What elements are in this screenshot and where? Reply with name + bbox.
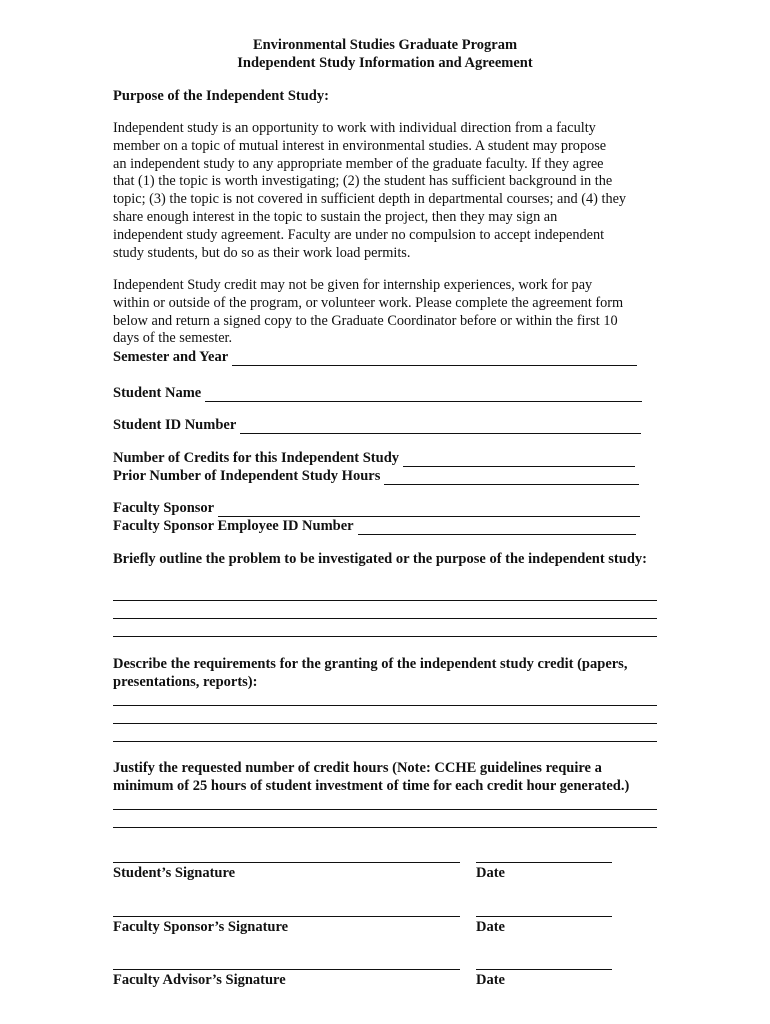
paragraph-line: member on a topic of mutual interest in environmental studies. A student may propose [113,137,607,154]
paragraph-line: within or outside of the program, or volunteer work. Please complete the agreement form [113,294,624,311]
justify-question: Justify the requested number of credit hours (Note: CCHE guidelines require a minimum of 25 hours of student investment of time for each credit hour generated.) [113,760,630,794]
student-signature-line[interactable] [113,862,460,863]
requirements-answer-line[interactable] [113,723,657,724]
outline-answer-line[interactable] [113,618,657,619]
faculty-sponsor-id-label: Faculty Sponsor Employee ID Number [113,518,354,534]
student-date-line[interactable] [476,862,612,863]
justify-answer-line[interactable] [113,809,657,810]
faculty-sponsor-label: Faculty Sponsor [113,500,215,516]
student-date-label: Date [476,865,505,881]
student-id-input-line[interactable] [240,419,641,434]
paragraph-line: that (1) the topic is worth investigating; (2) the student has sufficient background in the [113,173,613,190]
paragraph-line: an independent study to any appropriate member of the graduate faculty. If they agree [113,155,604,172]
purpose-paragraph-2 [113,277,658,348]
requirements-answer-line[interactable] [113,741,657,742]
justify-answer-line[interactable] [113,827,657,828]
paragraph-line: Independent study is an opportunity to work with individual direction from a faculty [113,120,596,136]
paragraph-line: share enough interest in the topic to sustain the project, then they may sign an [113,208,558,225]
advisor-date-line[interactable] [476,969,612,970]
advisor-signature-label: Faculty Advisor’s Signature [113,972,286,988]
paragraph-line: below and return a signed copy to the Graduate Coordinator before or within the first 10 [113,312,618,329]
semester-year-input-line[interactable] [232,351,637,366]
requirements-question: Describe the requirements for the granting of the independent study credit (papers, presentations, reports): [113,656,628,690]
document-subtitle: Independent Study Information and Agreement [237,55,533,71]
student-signature-label: Student’s Signature [113,865,236,881]
faculty-sponsor-id-field [113,517,636,535]
outline-answer-line[interactable] [113,636,657,637]
paragraph-line: days of the semester. [113,330,233,347]
faculty-sponsor-id-input-line[interactable] [358,520,636,535]
outline-answer-line[interactable] [113,600,657,601]
purpose-heading: Purpose of the Independent Study: [113,88,329,104]
semester-year-label: Semester and Year [113,349,229,365]
student-name-field [113,384,642,402]
credits-field [113,449,635,467]
paragraph-line: independent study agreement. Faculty are under no compulsion to accept independent [113,226,605,243]
prior-hours-field [113,467,639,485]
prior-hours-label: Prior Number of Independent Study Hours [113,468,381,484]
student-id-field [113,416,641,434]
semester-year-field [113,348,637,366]
faculty-sponsor-field [113,499,640,517]
advisor-date-label: Date [476,972,505,988]
sponsor-date-line[interactable] [476,916,612,917]
sponsor-date-label: Date [476,919,505,935]
advisor-signature-line[interactable] [113,969,460,970]
student-name-label: Student Name [113,385,202,401]
paragraph-line: study students, but do so as their work load permits. [113,244,411,261]
credits-label: Number of Credits for this Independent Study [113,450,400,466]
document-title: Environmental Studies Graduate Program [252,37,518,53]
prior-hours-input-line[interactable] [384,470,639,485]
paragraph-line: Independent Study credit may not be given for internship experiences, work for pay [113,277,593,293]
sponsor-signature-label: Faculty Sponsor’s Signature [113,919,289,935]
outline-question: Briefly outline the problem to be investigated or the purpose of the independent study: [113,551,647,567]
requirements-answer-line[interactable] [113,705,657,706]
paragraph-line: topic; (3) the topic is not covered in sufficient depth in departmental courses; and (4) they [113,191,627,208]
credits-input-line[interactable] [403,452,635,467]
purpose-paragraph-1 [113,120,658,262]
faculty-sponsor-input-line[interactable] [218,502,640,517]
sponsor-signature-line[interactable] [113,916,460,917]
student-name-input-line[interactable] [205,387,642,402]
student-id-label: Student ID Number [113,417,237,433]
